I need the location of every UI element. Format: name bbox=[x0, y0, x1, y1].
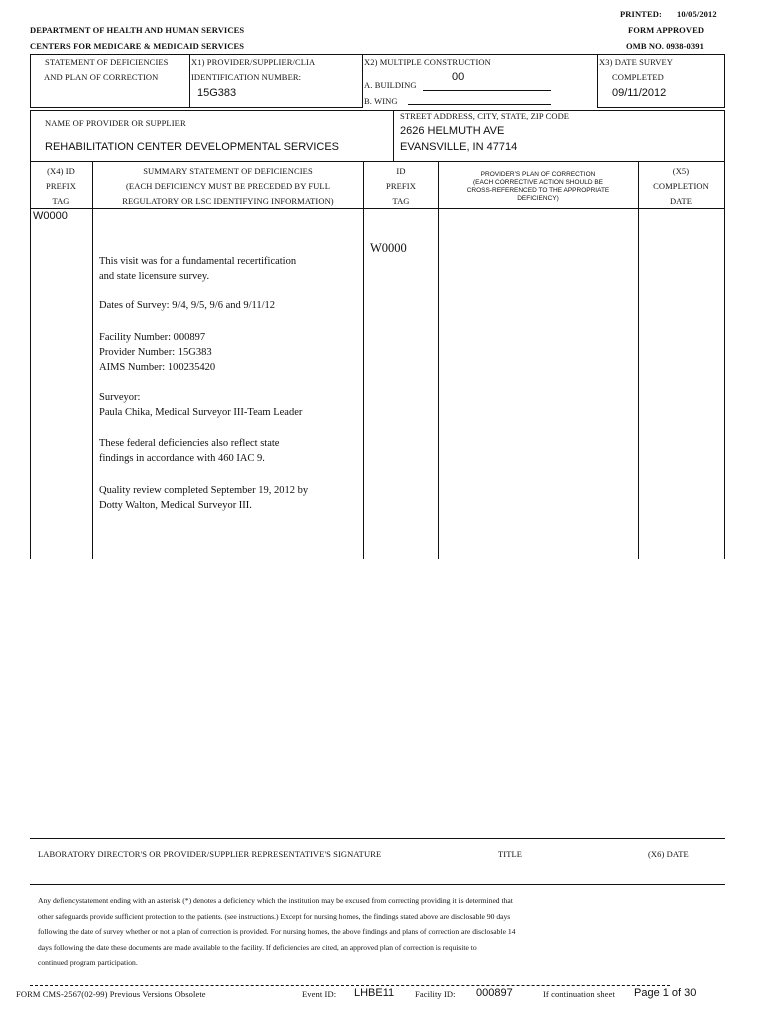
body-col-line-4 bbox=[438, 161, 439, 559]
paragraph-line: Facility Number: 000897 bbox=[99, 332, 206, 343]
body-col-line-3 bbox=[363, 161, 364, 559]
address-city: EVANSVILLE, IN 47714 bbox=[400, 141, 518, 153]
top-box-divider-1 bbox=[189, 54, 190, 108]
x3-label: X3) DATE SURVEY bbox=[599, 57, 674, 67]
building-value: 00 bbox=[452, 71, 465, 83]
wing-underline bbox=[408, 104, 551, 105]
x5-header-3: DATE bbox=[669, 196, 693, 206]
x6-date-label: (X6) DATE bbox=[648, 849, 689, 859]
paragraph-line: Quality review completed September 19, 2012 by bbox=[99, 485, 309, 496]
paragraph-numbers bbox=[99, 330, 359, 375]
disclaimer bbox=[38, 893, 728, 971]
disclaimer-line: other safeguards provide sufficient protection to the patients. (see instructions.) Except for nursing homes, the findings stated above are disclosable 90 days bbox=[38, 911, 511, 921]
body-col-line-2 bbox=[92, 161, 93, 559]
paragraph-state bbox=[99, 436, 359, 466]
x4-header-1: (X4) ID bbox=[47, 166, 75, 176]
plan-header-3: CROSS-REFERENCED TO THE APPROPRIATE bbox=[466, 187, 610, 194]
x3-completed-label: COMPLETED bbox=[612, 72, 664, 82]
provider-name-label: NAME OF PROVIDER OR SUPPLIER bbox=[45, 118, 186, 128]
paragraph-line: Dotty Walton, Medical Surveyor III. bbox=[99, 500, 252, 511]
facility-id-value: 000897 bbox=[476, 987, 513, 999]
summary-header-3: REGULATORY OR LSC IDENTIFYING INFORMATION) bbox=[122, 196, 334, 206]
statement-label-2: AND PLAN OF CORRECTION bbox=[44, 72, 159, 82]
plan-header-1: PROVIDER'S PLAN OF CORRECTION bbox=[480, 171, 596, 178]
id-header-2: PREFIX bbox=[386, 181, 416, 191]
paragraph-line: Surveyor: bbox=[99, 392, 141, 403]
building-label: A. BUILDING bbox=[364, 80, 417, 90]
x2-label: X2) MULTIPLE CONSTRUCTION bbox=[364, 57, 491, 67]
event-id-label: Event ID: bbox=[302, 989, 337, 999]
disclaimer-line: Any defiencystatement ending with an asterisk (*) denotes a deficiency which the institution may be excused from correcting providing it is determined that bbox=[38, 896, 513, 905]
summary-header-1: SUMMARY STATEMENT OF DEFICIENCIES bbox=[143, 166, 313, 176]
statement-label-1: STATEMENT OF DEFICIENCIES bbox=[45, 57, 169, 67]
paragraph-line: Provider Number: 15G383 bbox=[99, 347, 212, 358]
x1-label-2: IDENTIFICATION NUMBER: bbox=[191, 72, 302, 82]
top-box-left-border bbox=[30, 54, 31, 108]
top-box-bottom-right-border bbox=[597, 107, 725, 108]
survey-date-value: 09/11/2012 bbox=[612, 87, 667, 99]
plan-header-4: DEFICIENCY) bbox=[517, 195, 559, 202]
centers-title: CENTERS FOR MEDICARE & MEDICAID SERVICES bbox=[30, 41, 245, 51]
paragraph-surveyor bbox=[99, 390, 359, 420]
provider-box-top-border bbox=[30, 110, 725, 111]
address-street: 2626 HELMUTH AVE bbox=[400, 125, 505, 137]
facility-id-label: Facility ID: bbox=[415, 989, 456, 999]
paragraph-visit bbox=[99, 254, 359, 284]
paragraph-line: and state licensure survey. bbox=[99, 271, 210, 282]
provider-name-value: REHABILITATION CENTER DEVELOPMENTAL SERVICES bbox=[45, 141, 340, 153]
paragraph-line: Paula Chika, Medical Surveyor III-Team Leader bbox=[99, 407, 303, 418]
top-box-top-border bbox=[30, 54, 725, 55]
provider-box-left-border bbox=[30, 110, 31, 161]
id-header-3: TAG bbox=[392, 196, 410, 206]
x1-label-1: X1) PROVIDER/SUPPLIER/CLIA bbox=[191, 57, 316, 67]
provider-id-value: 15G383 bbox=[197, 87, 237, 99]
page-number: Page 1 of 30 bbox=[634, 987, 697, 999]
provider-box-divider bbox=[393, 110, 394, 161]
address-label: STREET ADDRESS, CITY, STATE, ZIP CODE bbox=[400, 111, 570, 121]
paragraph-line: These federal deficiencies also reflect state bbox=[99, 438, 280, 449]
body-col-line-1 bbox=[30, 161, 31, 559]
omb-number: OMB NO. 0938-0391 bbox=[626, 41, 704, 51]
building-underline bbox=[423, 90, 551, 91]
disclaimer-line: following the date of survey whether or not a plan of correction is provided. For nursing homes, the above findings and plans of correction are disclosable 14 bbox=[38, 927, 516, 936]
paragraph-dates bbox=[99, 298, 359, 313]
x4-header-2: PREFIX bbox=[46, 181, 76, 191]
director-signature-label: LABORATORY DIRECTOR'S OR PROVIDER/SUPPLIER REPRESENTATIVE'S SIGNATURE bbox=[38, 849, 382, 859]
id-header-1: ID bbox=[396, 166, 406, 176]
paragraph-quality bbox=[99, 483, 359, 513]
body-col-line-5 bbox=[638, 161, 639, 559]
tag-prefix-left: W0000 bbox=[33, 210, 68, 222]
title-label: TITLE bbox=[498, 849, 523, 859]
column-header-top-border bbox=[30, 161, 725, 162]
paragraph-line: This visit was for a fundamental recertification bbox=[99, 256, 297, 267]
plan-header-2: (EACH CORRECTIVE ACTION SHOULD BE bbox=[472, 179, 604, 186]
x4-header-3: TAG bbox=[52, 196, 70, 206]
tag-prefix-right: W0000 bbox=[370, 241, 407, 255]
provider-box-right-border bbox=[724, 110, 725, 161]
x5-header-1: (X5) bbox=[672, 166, 690, 176]
continuation-label: If continuation sheet bbox=[543, 989, 615, 999]
footer-rule bbox=[30, 985, 670, 986]
x5-header-2: COMPLETION bbox=[653, 181, 709, 191]
paragraph-line: AIMS Number: 100235420 bbox=[99, 362, 216, 373]
wing-label: B. WING bbox=[364, 96, 398, 106]
form-approved: FORM APPROVED bbox=[628, 25, 705, 35]
paragraph-line: Dates of Survey: 9/4, 9/5, 9/6 and 9/11/12 bbox=[99, 300, 276, 311]
summary-header-2: (EACH DEFICIENCY MUST BE PRECEDED BY FULL bbox=[125, 181, 331, 191]
disclaimer-line: days following the date these documents are made available to the facility. If deficiencies are cited, an approved plan of correction is requisite to bbox=[38, 942, 477, 952]
top-box-divider-2 bbox=[362, 54, 363, 108]
printed-label: PRINTED: bbox=[620, 9, 662, 19]
top-box-divider-3 bbox=[597, 54, 598, 108]
event-id-value: LHBE11 bbox=[354, 987, 395, 999]
form-number: FORM CMS-2567(02-99) Previous Versions Obsolete bbox=[16, 989, 206, 999]
signature-top-border bbox=[30, 838, 725, 839]
top-box-bottom-left-border bbox=[30, 107, 363, 108]
column-header-bottom-border bbox=[30, 208, 725, 209]
printed-date: 10/05/2012 bbox=[677, 9, 717, 19]
paragraph-line: findings in accordance with 460 IAC 9. bbox=[99, 453, 265, 464]
disclaimer-line: continued program participation. bbox=[38, 958, 138, 967]
signature-bottom-border bbox=[30, 884, 725, 885]
department-title: DEPARTMENT OF HEALTH AND HUMAN SERVICES bbox=[30, 25, 245, 35]
top-box-right-border bbox=[724, 54, 725, 108]
body-col-line-6 bbox=[724, 161, 725, 559]
